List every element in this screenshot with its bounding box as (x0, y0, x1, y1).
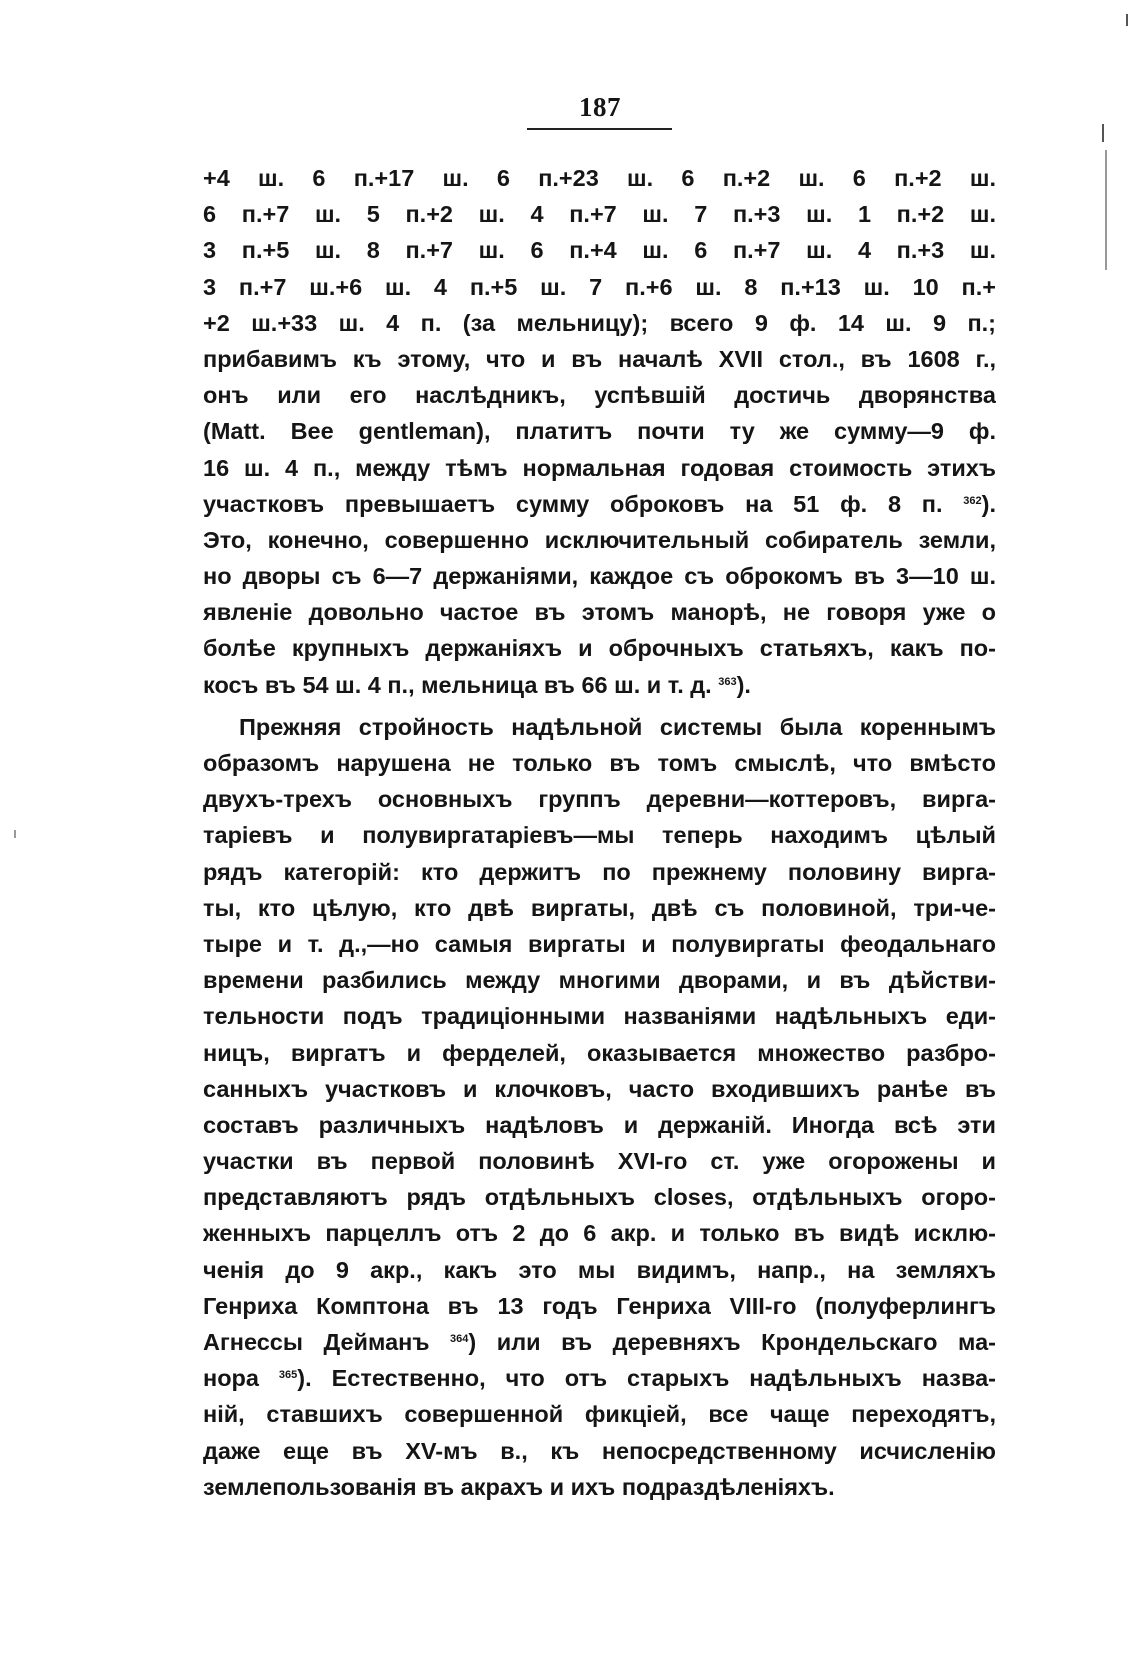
text-segment: нора (203, 1365, 259, 1392)
footnote-ref-364: 364 (450, 1333, 469, 1345)
scan-edge-mark (1105, 150, 1107, 270)
text-line: даже еще въ XV-мъ в., къ непосредственному исчисленію (203, 1437, 996, 1464)
text-line: двухъ-трехъ основныхъ группъ деревни—коттеровъ, вирга- (203, 786, 996, 813)
footnote-ref-363: 363 (718, 675, 737, 688)
scan-edge-mark (1102, 124, 1104, 142)
text-line (203, 1324, 996, 1360)
text-line: составъ различныхъ надѣловъ и держаній. Иногда всѣ эти (203, 1111, 996, 1138)
text-line: (Matt. Bee gentleman), платитъ почти ту же сумму—9 ф. (203, 418, 996, 445)
text-line: 3 п.+5 ш. 8 п.+7 ш. 6 п.+4 ш. 6 п.+7 ш. 4 п.+3 ш. (203, 237, 996, 264)
text-line: участки въ первой половинѣ XVI-го ст. уже огорожены и (203, 1148, 996, 1175)
page-number: 187 (579, 92, 621, 122)
paragraph-1 (203, 160, 996, 703)
footnote-close: ) (468, 1329, 477, 1355)
text-line: санныхъ участковъ и клочковъ, часто входившихъ ранѣе въ (203, 1075, 996, 1102)
text-line: но дворы съ 6—7 держаніями, каждое съ оброкомъ въ 3—10 ш. (203, 563, 996, 590)
text-line: онъ или его наслѣдникъ, успѣвшій достичь дворянства (203, 382, 996, 409)
text-line: +2 ш.+33 ш. 4 п. (за мельницу); всего 9 ф. 14 ш. 9 п.; (203, 309, 996, 336)
text-line (203, 486, 996, 522)
footnote-ref-365: 365 (278, 1369, 298, 1382)
text-line (203, 1360, 996, 1396)
text-line: ты, кто цѣлую, кто двѣ виргаты, двѣ съ половиной, три-че- (203, 894, 996, 921)
text-line: женныхъ парцеллъ отъ 2 до 6 акр. и только въ видѣ исклю- (203, 1220, 996, 1247)
text-segment: участковъ превышаетъ сумму оброковъ на 51 ф. 8 п. (203, 490, 943, 517)
text-line: тельности подъ традиціонными названіями надѣльныхъ еди- (203, 1003, 996, 1030)
text-line: ній, ставшихъ совершенной фикціей, все чаще переходятъ, (203, 1401, 996, 1428)
text-line: тыре и т. д.,—но самыя виргаты и полувиргаты феодальнаго (203, 930, 996, 957)
body-text (203, 160, 996, 1505)
text-line: таріевъ и полувиргатаріевъ—мы теперь находимъ цѣлый (203, 822, 996, 849)
text-segment: косъ въ 54 ш. 4 п., мельница въ 66 ш. и т. д. (203, 671, 712, 698)
text-segment: или въ деревняхъ Крондельскаго ма- (496, 1329, 996, 1355)
text-line: Генриха Комптона въ 13 годъ Генриха VIII-го (полуферлингъ (203, 1292, 996, 1319)
text-segment: ). Естественно, что отъ старыхъ надѣльныхъ назва- (297, 1365, 996, 1392)
text-line: 16 ш. 4 п., между тѣмъ нормальная годовая стоимость этихъ (203, 454, 996, 481)
text-line: прибавимъ къ этому, что и въ началѣ XVII стол., въ 1608 г., (203, 345, 996, 372)
footnote-ref-362: 362 (963, 494, 982, 507)
text-line: 6 п.+7 ш. 5 п.+2 ш. 4 п.+7 ш. 7 п.+3 ш. 1 п.+2 ш. (203, 201, 996, 228)
text-line: Это, конечно, совершенно исключительный собиратель земли, (203, 526, 996, 553)
text-line: явленіе довольно частое въ этомъ манорѣ, не говоря уже о (203, 599, 996, 626)
text-line: +4 ш. 6 п.+17 ш. 6 п.+23 ш. 6 п.+2 ш. 6 п.+2 ш. (203, 165, 996, 191)
text-line: землепользованія въ акрахъ и ихъ подраздѣленіяхъ. (203, 1473, 835, 1500)
page-number-rule (527, 128, 672, 130)
text-segment: Агнессы Дейманъ (203, 1329, 430, 1355)
text-line (203, 667, 996, 703)
text-line: представляютъ рядъ отдѣльныхъ closes, отдѣльныхъ огоро- (203, 1184, 996, 1211)
scan-edge-mark (1126, 14, 1128, 26)
text-line: образомъ нарушена не только въ томъ смыслѣ, что вмѣсто (203, 750, 996, 776)
footnote-close: ). (981, 490, 996, 517)
text-line: 3 п.+7 ш.+6 ш. 4 п.+5 ш. 7 п.+6 ш. 8 п.+13 ш. 10 п.+ (203, 273, 996, 300)
text-line: времени разбились между многими дворами, и въ дѣйстви- (203, 967, 996, 994)
text-line: ченія до 9 акр., какъ это мы видимъ, напр., на земляхъ (203, 1256, 996, 1283)
text-line: Прежняя стройность надѣльной системы была кореннымъ (239, 713, 996, 740)
paragraph-2 (203, 709, 996, 1505)
text-line: болѣе крупныхъ держаніяхъ и оброчныхъ статьяхъ, какъ по- (203, 635, 996, 662)
text-line: ницъ, виргатъ и ферделей, оказывается множество разбро- (203, 1039, 996, 1066)
scan-edge-mark (14, 830, 16, 838)
text-line: рядъ категорій: кто держитъ по прежнему половину вирга- (203, 858, 996, 885)
footnote-close: ). (736, 671, 751, 698)
